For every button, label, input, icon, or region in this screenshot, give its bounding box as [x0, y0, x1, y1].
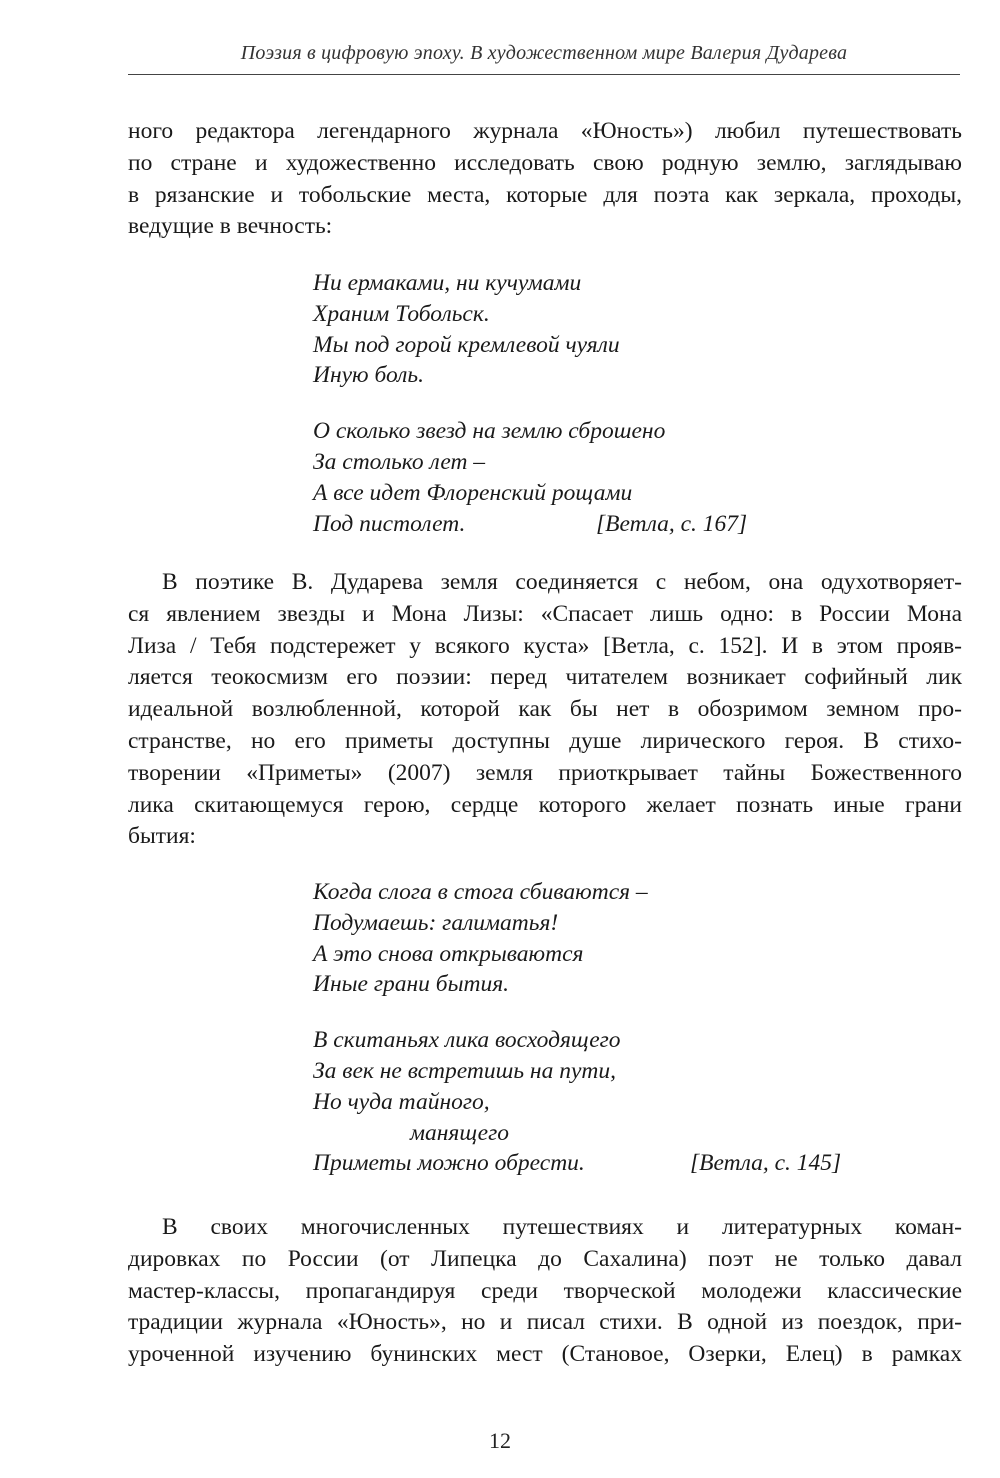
page-number: 12: [489, 1428, 511, 1453]
paragraph-line: ведущие в вечность:: [128, 213, 333, 240]
poem-stanza: [313, 877, 873, 1000]
paragraph-line: в рязанские и тобольские места, которые для поэта как зеркала, проходы,: [128, 181, 962, 208]
verse-line: Но чуда тайного,: [313, 1088, 490, 1115]
paragraph-line: ляется теокосмизм его поэзии: перед читателем возникает софийный лик: [128, 664, 962, 691]
verse-line: В скитаньях лика восходящего: [313, 1027, 621, 1054]
paragraph-line: дировках по России (от Липецка до Сахалина) поэт не только давал: [128, 1245, 962, 1272]
paragraph-line: уроченной изучению бунинских мест (Становое, Озерки, Елец) в рамках: [128, 1341, 962, 1368]
verse-line: О сколько звезд на землю сброшено: [313, 418, 666, 445]
verse-line: манящего: [410, 1119, 510, 1146]
paragraph-line: идеальной возлюбленной, которой как бы нет в обозримом земном про-: [128, 696, 962, 723]
paragraph-line: творении «Приметы» (2007) земля приоткрывает тайны Божественного: [128, 759, 962, 786]
paragraph-3: [128, 1212, 962, 1371]
verse-text: Под пистолет.: [313, 510, 466, 537]
verse-line: Иную боль.: [313, 362, 424, 389]
verse-line: [313, 509, 873, 540]
citation: [Ветла, с. 145]: [690, 1150, 842, 1177]
paragraph-line: ного редактора легендарного журнала «Юность») любил путешествовать: [128, 118, 962, 144]
poem-stanza: [313, 1025, 873, 1179]
verse-line: [313, 1148, 873, 1179]
verse-line: А это снова открываются: [313, 940, 584, 967]
verse-line: За век не встретишь на пути,: [313, 1057, 616, 1084]
paragraph-2: [128, 567, 962, 853]
verse-line: Подумаешь: галиматья!: [313, 909, 559, 936]
verse-line: Ни ермаками, ни кучумами: [313, 270, 582, 296]
poem-stanza: [313, 268, 873, 391]
paragraph-line: бытия:: [128, 823, 196, 850]
paragraph-line: по стране и художественно исследовать свою родную землю, заглядываю: [128, 149, 962, 176]
paragraph-line: Лиза / Тебя подстережет у всякого куста» [Ветла, с. 152]. И в этом прояв-: [128, 632, 962, 659]
verse-text: Приметы можно обрести.: [313, 1150, 585, 1177]
poem-2: [313, 877, 873, 1179]
poem-stanza: [313, 416, 873, 539]
poem-1: [313, 268, 873, 539]
verse-line: Иные грани бытия.: [313, 971, 510, 998]
paragraph-line: мастер-классы, пропагандируя среди творческой молодежи классические: [128, 1277, 962, 1304]
paragraph-line: традиции журнала «Юность», но и писал стихи. В одной из поездок, при-: [128, 1309, 962, 1336]
paragraph-line: В поэтике В. Дударева земля соединяется с небом, она одухотворяет-: [162, 569, 962, 595]
verse-line: Храним Тобольск.: [313, 300, 490, 327]
paragraph-line: В своих многочисленных путешествиях и литературных коман-: [162, 1214, 962, 1240]
citation: [Ветла, с. 167]: [596, 510, 748, 537]
verse-line: Мы под горой кремлевой чуяли: [313, 331, 620, 358]
paragraph-line: ся явлением звезды и Мона Лизы: «Спасает лишь одно: в России Мона: [128, 600, 962, 627]
verse-line: А все идет Флоренский рощами: [313, 479, 633, 506]
paragraph-line: лика скитающемуся герою, сердце которого желает познать иные грани: [128, 791, 962, 818]
verse-line: За столько лет –: [313, 448, 486, 475]
paragraph-1: [128, 116, 962, 243]
verse-line: Когда слога в стога сбиваются –: [313, 879, 648, 905]
paragraph-line: странстве, но его приметы доступны душе лирического героя. В стихо-: [128, 727, 962, 754]
header-rule: [128, 74, 960, 75]
running-header: Поэзия в цифровую эпоху. В художественном мире Валерия Дударева: [240, 42, 848, 64]
